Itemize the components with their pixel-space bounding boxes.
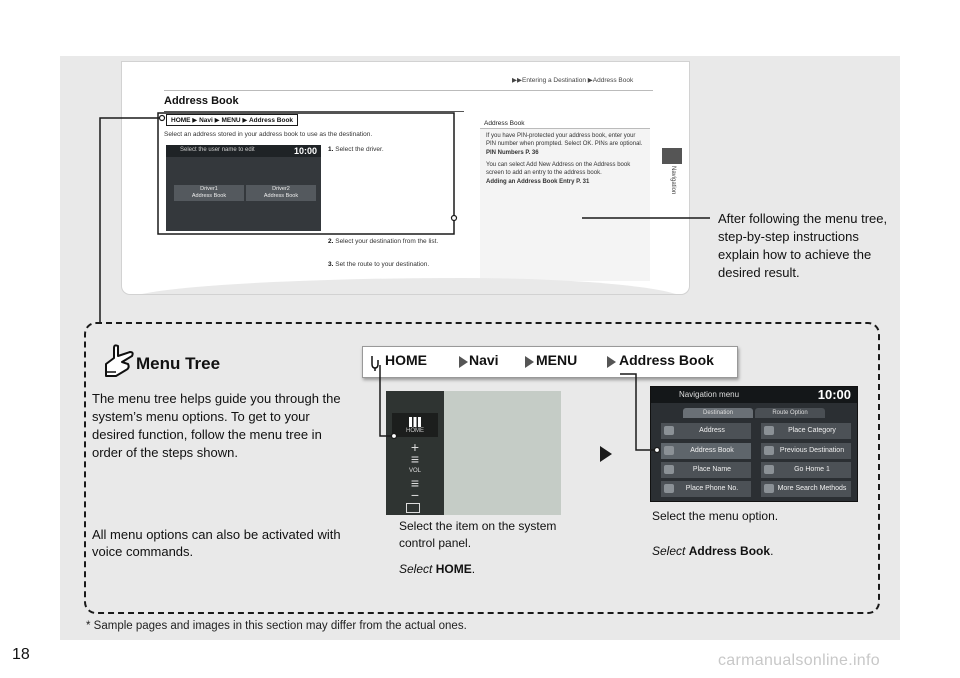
path-item-address-book: Address Book — [619, 352, 714, 368]
sample-sidebar-title: Address Book — [480, 119, 650, 129]
menu-path-bar — [362, 346, 738, 378]
sample-menu-path: HOME ▶ Navi ▶ MENU ▶ Address Book — [166, 114, 298, 126]
sample-breadcrumb: ▶▶Entering a Destination ▶Address Book — [512, 77, 634, 84]
path-item-home: HOME — [385, 352, 427, 368]
page-number: 18 — [12, 646, 30, 663]
sample-step-1: 1. Select the driver. — [328, 146, 384, 153]
option-place-name: Place Name — [661, 462, 751, 478]
tab-destination: Destination — [683, 408, 753, 418]
source-icon — [406, 503, 420, 513]
nav-screen-title: Navigation menu — [679, 390, 740, 399]
home-button: HOME — [392, 413, 438, 437]
sample-step-3: 3. Set the route to your destination. — [328, 261, 430, 268]
sample-screen-title: Select the user name to edit — [180, 147, 255, 153]
path-item-navi: Navi — [469, 352, 499, 368]
driver1-button: Driver1 Address Book — [174, 185, 244, 201]
next-step-arrow-icon — [600, 446, 612, 462]
sample-title-rule — [164, 111, 464, 112]
driver2-button: Driver2 Address Book — [246, 185, 316, 201]
tab-route-option: Route Option — [755, 408, 825, 418]
callout-text: After following the menu tree, step-by-step instructions explain how to achieve the desired result. — [718, 211, 888, 280]
navigation-menu-screen — [650, 386, 858, 502]
navigation-tab-marker — [662, 148, 682, 164]
nav-menu-select: Select Address Book. — [652, 544, 774, 558]
option-previous-destination: Previous Destination — [761, 443, 851, 459]
watermark: carmanualsonline.info — [718, 652, 880, 669]
sample-screen — [166, 145, 321, 231]
sample-step-2: 2. Select your destination from the list. — [328, 238, 439, 245]
sample-description: Select an address stored in your address book to use as the destination. — [164, 131, 373, 138]
control-panel-select: Select HOME. — [399, 562, 476, 576]
sample-page — [122, 62, 689, 294]
nav-menu-caption: Select the menu option. — [652, 509, 779, 523]
sample-header-rule — [164, 90, 653, 91]
nav-screen-clock: 10:00 — [817, 387, 851, 402]
menu-tree-title: Menu Tree — [136, 354, 221, 373]
pointing-hand-icon — [100, 342, 138, 380]
option-go-home: Go Home 1 — [761, 462, 851, 478]
sample-title: Address Book — [164, 95, 239, 107]
sample-sidebar-body: If you have PIN-protected your address book, enter your PIN number when prompted. Select OK. PINs are optional. PIN Numbers P. 36 You can select Add New Address on the Address book screen to add an entry to the address book. Adding an Address Book Entry P. 31 — [486, 133, 643, 185]
sample-screen-clock: 10:00 — [293, 146, 317, 156]
control-panel-image — [386, 391, 561, 515]
path-arrow-icon — [525, 356, 534, 368]
volume-control: + ≡ VOL ≡ − — [408, 439, 421, 503]
option-place-category: Place Category — [761, 423, 851, 439]
option-address-book: Address Book — [661, 443, 751, 459]
navigation-tab-label: Navigation — [670, 166, 676, 195]
option-address: Address — [661, 423, 751, 439]
footnote: * Sample pages and images in this section may differ from the actual ones. — [86, 620, 467, 632]
menu-tree-description: The menu tree helps guide you through the system’s menu options. To get to your desired function, follow the menu tree in order of the steps shown. — [92, 391, 341, 460]
path-arrow-icon — [607, 356, 616, 368]
path-arrow-icon — [459, 356, 468, 368]
voice-commands-note: All menu options can also be activated with voice commands. — [92, 527, 341, 559]
option-place-phone: Place Phone No. — [661, 481, 751, 497]
sample-sidebar — [480, 119, 650, 281]
home-key-icon — [369, 354, 381, 372]
option-more-search: More Search Methods — [761, 481, 851, 497]
nav-screen-topbar — [651, 387, 857, 403]
control-panel-caption: Select the item on the system control panel. — [399, 519, 557, 550]
path-item-menu: MENU — [536, 352, 578, 368]
